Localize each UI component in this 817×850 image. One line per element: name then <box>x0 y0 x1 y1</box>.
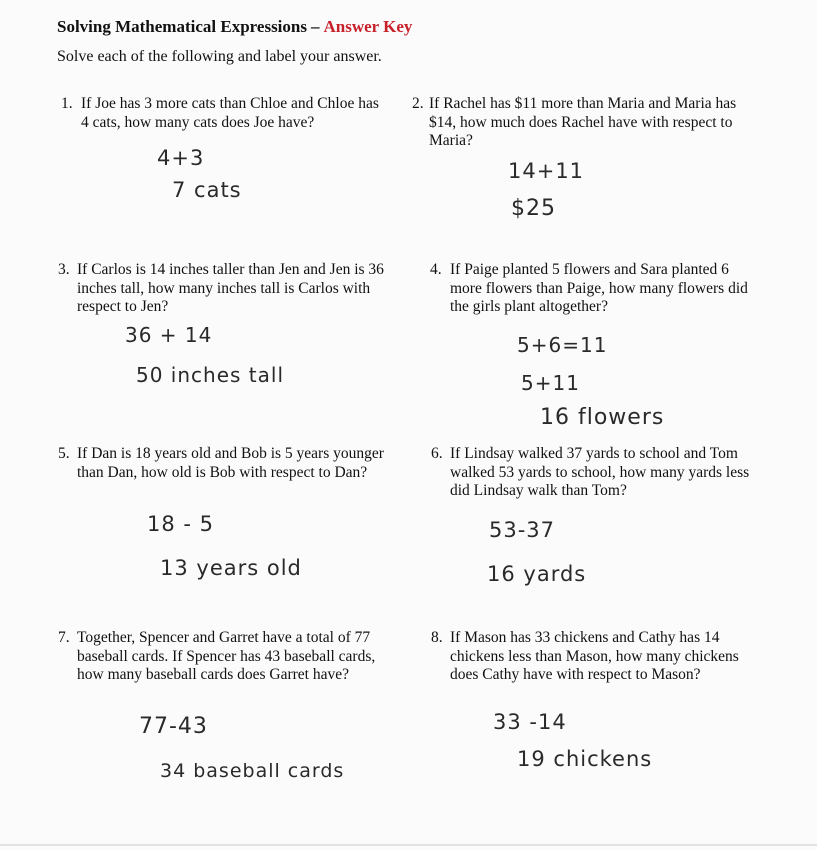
question-number: 7. <box>58 629 70 646</box>
question-number: 6. <box>431 445 443 462</box>
worksheet-title <box>57 17 412 37</box>
question-number: 4. <box>430 261 442 278</box>
question-6 <box>431 445 752 501</box>
handwritten-work: 33 -14 <box>493 710 567 734</box>
question-text: If Carlos is 14 inches taller than Jen and Jen is 36 inches tall, how many inches tall is Carlos with respect to Jen? <box>77 261 384 315</box>
handwritten-work: 4+3 <box>157 146 205 170</box>
handwritten-work: 77-43 <box>139 714 208 739</box>
question-text: If Paige planted 5 flowers and Sara planted 6 more flowers than Paige, how many flowers did the girls plant altogether? <box>450 261 748 315</box>
question-text: Together, Spencer and Garret have a total of 77 baseball cards. If Spencer has 43 baseball cards, how many baseball cards does Garret have? <box>77 629 376 683</box>
question-text: If Dan is 18 years old and Bob is 5 years younger than Dan, how old is Bob with respect to Dan? <box>77 445 384 481</box>
handwritten-answer: 7 cats <box>172 178 242 202</box>
handwritten-work: 18 - 5 <box>147 512 215 536</box>
handwritten-answer: 50 inches tall <box>136 363 285 387</box>
question-number: 5. <box>58 445 70 462</box>
handwritten-answer: 34 baseball cards <box>160 760 345 782</box>
question-number: 2. <box>412 95 424 112</box>
question-text: If Rachel has $11 more than Maria and Maria has $14, how much does Rachel have with respect to Maria? <box>429 95 737 149</box>
question-text: If Mason has 33 chickens and Cathy has 14 chickens less than Mason, how many chickens does Cathy have with respect to Mason? <box>450 629 739 683</box>
question-2 <box>412 95 752 151</box>
question-5 <box>58 445 386 482</box>
handwritten-answer: 13 years old <box>160 556 302 580</box>
handwritten-answer: 19 chickens <box>517 747 653 771</box>
handwritten-answer: $25 <box>511 196 556 221</box>
instructions: Solve each of the following and label your answer. <box>57 48 382 65</box>
question-7 <box>58 629 386 685</box>
handwritten-work: 36 + 14 <box>125 323 213 347</box>
title-dash: – <box>310 17 320 36</box>
handwritten-work: 53-37 <box>489 518 556 542</box>
question-number: 1. <box>61 95 73 112</box>
handwritten-work: 5+6=11 <box>517 333 608 357</box>
handwritten-answer: 16 yards <box>487 562 587 586</box>
question-text: If Lindsay walked 37 yards to school and Tom walked 53 yards to school, how many yards less did Lindsay walk than Tom? <box>450 445 750 499</box>
question-number: 3. <box>58 261 70 278</box>
question-4 <box>430 261 752 317</box>
title-main: Solving Mathematical Expressions <box>57 17 307 36</box>
title-answer-key: Answer Key <box>323 17 413 36</box>
question-8 <box>431 629 759 685</box>
question-3 <box>58 261 386 317</box>
question-text: If Joe has 3 more cats than Chloe and Chloe has 4 cats, how many cats does Joe have? <box>81 95 379 131</box>
question-1 <box>61 95 379 132</box>
handwritten-answer: 16 flowers <box>540 405 665 430</box>
question-number: 8. <box>431 629 443 646</box>
page-edge <box>0 844 817 846</box>
handwritten-work: 5+11 <box>521 371 580 395</box>
handwritten-work: 14+11 <box>508 159 585 183</box>
